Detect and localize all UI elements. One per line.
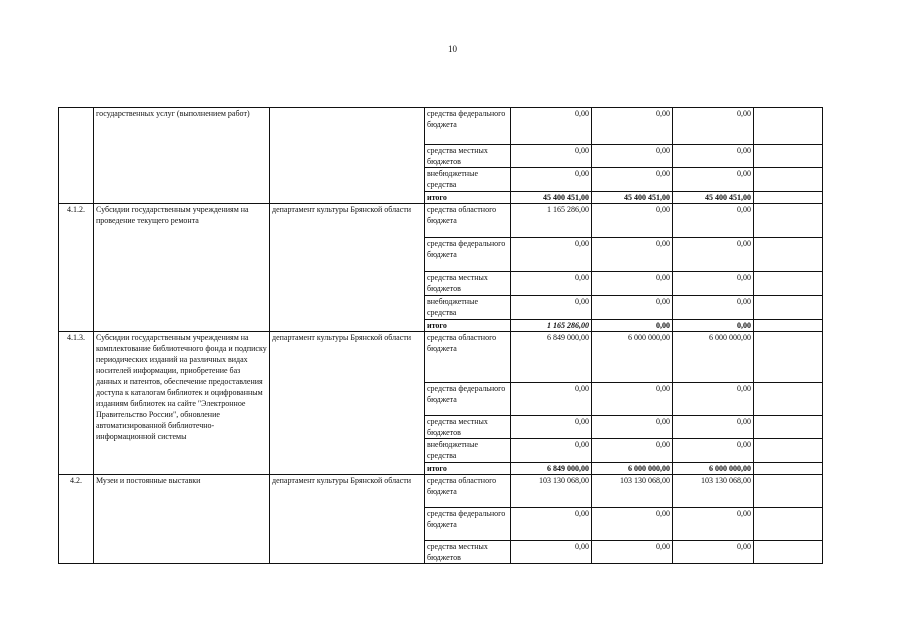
amount-cell-1: 0,00	[511, 439, 592, 463]
amount-cell-1: 0,00	[511, 238, 592, 272]
item-number-cell: 4.1.2.	[59, 204, 94, 332]
amount-cell-1: 0,00	[511, 416, 592, 439]
amount-cell-3: 6 000 000,00	[673, 332, 754, 383]
amount-cell-3: 0,00	[673, 383, 754, 416]
empty-cell	[754, 508, 823, 541]
funding-source-cell: внебюджетные средства	[425, 439, 511, 463]
amount-cell-1: 0,00	[511, 168, 592, 192]
empty-cell	[754, 541, 823, 564]
amount-cell-2: 0,00	[592, 320, 673, 332]
amount-cell-3: 0,00	[673, 439, 754, 463]
funding-source-cell: средства местных бюджетов	[425, 541, 511, 564]
amount-cell-2: 0,00	[592, 272, 673, 296]
amount-cell-3: 0,00	[673, 320, 754, 332]
item-number-cell	[59, 108, 94, 204]
amount-cell-3: 0,00	[673, 296, 754, 320]
funding-source-cell: итого	[425, 463, 511, 475]
funding-source-cell: внебюджетные средства	[425, 296, 511, 320]
amount-cell-1: 1 165 286,00	[511, 204, 592, 238]
department-cell: департамент культуры Брянской области	[270, 204, 425, 332]
empty-cell	[754, 383, 823, 416]
funding-source-cell: средства местных бюджетов	[425, 416, 511, 439]
funding-source-cell: средства федерального бюджета	[425, 108, 511, 145]
funding-source-cell: средства областного бюджета	[425, 204, 511, 238]
amount-cell-1: 0,00	[511, 108, 592, 145]
funding-source-cell: итого	[425, 192, 511, 204]
amount-cell-3: 0,00	[673, 145, 754, 168]
table-row	[59, 475, 823, 508]
amount-cell-3: 0,00	[673, 238, 754, 272]
amount-cell-1: 6 849 000,00	[511, 332, 592, 383]
item-number-cell: 4.2.	[59, 475, 94, 564]
table-row	[59, 204, 823, 238]
item-name-cell: Музеи и постоянные выставки	[94, 475, 270, 564]
empty-cell	[754, 108, 823, 145]
amount-cell-2: 103 130 068,00	[592, 475, 673, 508]
empty-cell	[754, 296, 823, 320]
amount-cell-2: 0,00	[592, 383, 673, 416]
amount-cell-2: 0,00	[592, 204, 673, 238]
amount-cell-1: 103 130 068,00	[511, 475, 592, 508]
empty-cell	[754, 416, 823, 439]
amount-cell-3: 103 130 068,00	[673, 475, 754, 508]
amount-cell-3: 0,00	[673, 108, 754, 145]
amount-cell-2: 0,00	[592, 439, 673, 463]
budget-table	[58, 107, 823, 564]
amount-cell-2: 6 000 000,00	[592, 463, 673, 475]
funding-source-cell: средства областного бюджета	[425, 332, 511, 383]
empty-cell	[754, 168, 823, 192]
amount-cell-2: 0,00	[592, 416, 673, 439]
amount-cell-3: 0,00	[673, 272, 754, 296]
department-cell: департамент культуры Брянской области	[270, 332, 425, 475]
amount-cell-1: 0,00	[511, 541, 592, 564]
page-number: 10	[448, 44, 457, 54]
amount-cell-1: 6 849 000,00	[511, 463, 592, 475]
amount-cell-2: 0,00	[592, 296, 673, 320]
empty-cell	[754, 272, 823, 296]
funding-source-cell: средства федерального бюджета	[425, 238, 511, 272]
empty-cell	[754, 145, 823, 168]
amount-cell-3: 0,00	[673, 168, 754, 192]
table-row	[59, 332, 823, 383]
empty-cell	[754, 463, 823, 475]
item-number-cell: 4.1.3.	[59, 332, 94, 475]
amount-cell-3: 0,00	[673, 508, 754, 541]
item-name-cell: Субсидии государственным учреждениям на проведение текущего ремонта	[94, 204, 270, 332]
empty-cell	[754, 332, 823, 383]
empty-cell	[754, 238, 823, 272]
amount-cell-1: 0,00	[511, 272, 592, 296]
amount-cell-1: 0,00	[511, 145, 592, 168]
amount-cell-2: 0,00	[592, 145, 673, 168]
funding-source-cell: средства федерального бюджета	[425, 508, 511, 541]
amount-cell-1: 45 400 451,00	[511, 192, 592, 204]
department-cell: департамент культуры Брянской области	[270, 475, 425, 564]
empty-cell	[754, 204, 823, 238]
funding-source-cell: средства областного бюджета	[425, 475, 511, 508]
amount-cell-2: 0,00	[592, 238, 673, 272]
empty-cell	[754, 320, 823, 332]
amount-cell-3: 0,00	[673, 416, 754, 439]
amount-cell-1: 0,00	[511, 296, 592, 320]
empty-cell	[754, 192, 823, 204]
amount-cell-1: 0,00	[511, 383, 592, 416]
funding-source-cell: средства местных бюджетов	[425, 272, 511, 296]
empty-cell	[754, 439, 823, 463]
amount-cell-2: 6 000 000,00	[592, 332, 673, 383]
table-row	[59, 108, 823, 145]
funding-source-cell: средства местных бюджетов	[425, 145, 511, 168]
amount-cell-2: 0,00	[592, 541, 673, 564]
amount-cell-3: 0,00	[673, 204, 754, 238]
funding-source-cell: средства федерального бюджета	[425, 383, 511, 416]
amount-cell-1: 0,00	[511, 508, 592, 541]
amount-cell-2: 0,00	[592, 508, 673, 541]
amount-cell-3: 6 000 000,00	[673, 463, 754, 475]
item-name-cell: государственных услуг (выполнением работ)	[94, 108, 270, 204]
amount-cell-2: 45 400 451,00	[592, 192, 673, 204]
amount-cell-2: 0,00	[592, 168, 673, 192]
amount-cell-3: 0,00	[673, 541, 754, 564]
funding-source-cell: внебюджетные средства	[425, 168, 511, 192]
amount-cell-2: 0,00	[592, 108, 673, 145]
amount-cell-1: 1 165 286,00	[511, 320, 592, 332]
empty-cell	[754, 475, 823, 508]
amount-cell-3: 45 400 451,00	[673, 192, 754, 204]
department-cell	[270, 108, 425, 204]
item-name-cell: Субсидии государственным учреждениям на комплектование библиотечного фонда и подписку периодических изданий на различных видах носителей информации, приобретение баз данных и патентов, обеспечение предоставления доступа к каталогам библиотек и оцифрованным изданиям библиотек на сайте "Электронное Правительство России", обновление автоматизированной библиотечно-информационной системы	[94, 332, 270, 475]
funding-source-cell: итого	[425, 320, 511, 332]
